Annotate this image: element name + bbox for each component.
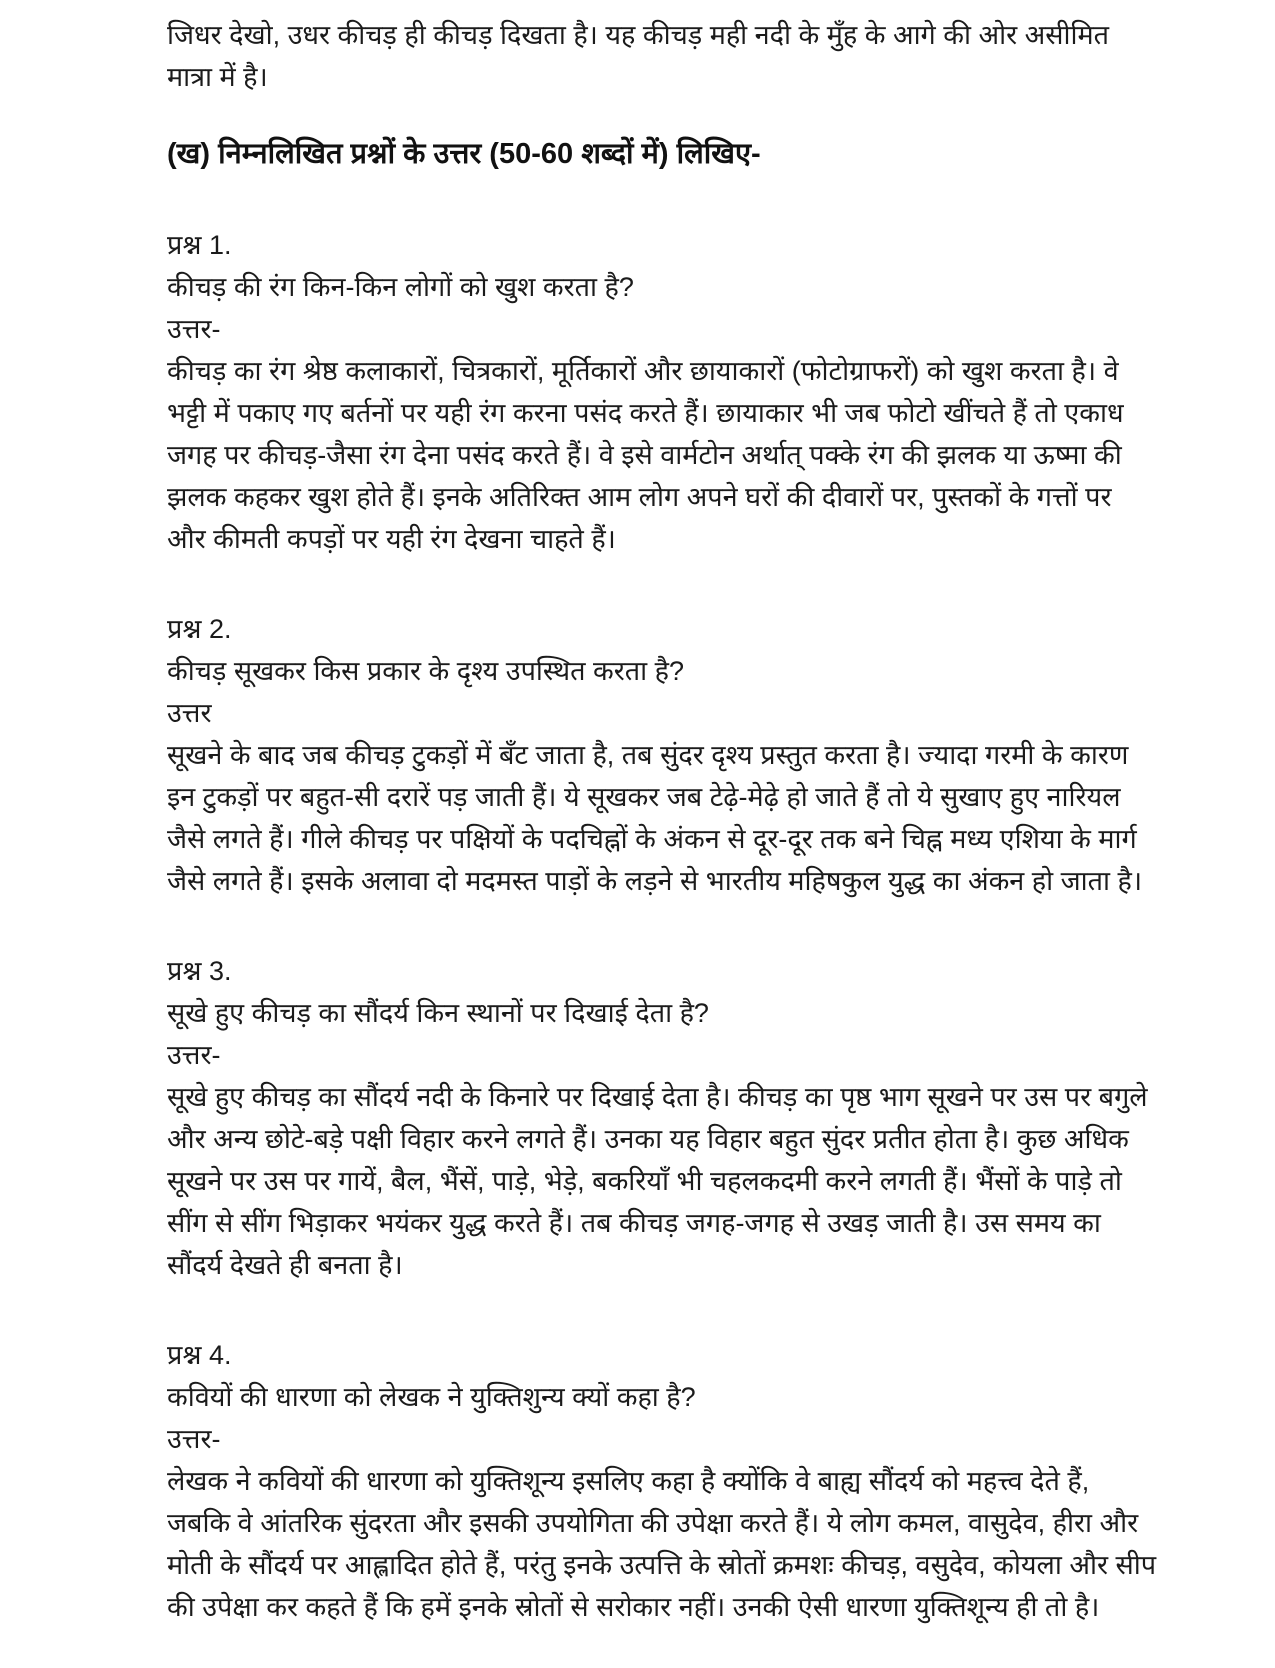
- qa-block-4: [167, 1334, 1157, 1628]
- question-text: कीचड़ की रंग किन-किन लोगों को खुश करता है?: [167, 272, 634, 302]
- qa-block-3: [167, 950, 1157, 1286]
- question-text: कवियों की धारणा को लेखक ने युक्तिशुन्य क्यों कहा है?: [167, 1382, 696, 1412]
- answer-label: उत्तर-: [167, 314, 221, 344]
- question-number: प्रश्न 2.: [167, 614, 232, 644]
- question-number: प्रश्न 3.: [167, 956, 232, 986]
- answer-text: लेखक ने कवियों की धारणा को युक्तिशून्य इसलिए कहा है क्योंकि वे बाह्य सौंदर्य को महत्त्व देते हैं, जबकि वे आंतरिक सुंदरता और इसकी उपयोगिता की उपेक्षा करते हैं। ये लोग कमल, वासुदेव, हीरा और मोती के सौंदर्य पर आह्लादित होते हैं, परंतु इनके उत्पत्ति के स्रोतों क्रमशः कीचड़, वसुदेव, कोयला और सीप की उपेक्षा कर कहते हैं कि हमें इनके स्रोतों से सरोकार नहीं। उनकी ऐसी धारणा युक्तिशून्य ही तो है।: [167, 1466, 1157, 1622]
- question-number: प्रश्न 1.: [167, 230, 232, 260]
- intro-paragraph: जिधर देखो, उधर कीचड़ ही कीचड़ दिखता है। यह कीचड़ मही नदी के मुँह के आगे की ओर असीमित मात्रा में है।: [167, 20, 1110, 92]
- answer-text: सूखने के बाद जब कीचड़ टुकड़ों में बँट जाता है, तब सुंदर दृश्य प्रस्तुत करता है। ज्यादा गरमी के कारण इन टुकड़ों पर बहुत-सी दरारें पड़ जाती हैं। ये सूखकर जब टेढ़े-मेढ़े हो जाते हैं तो ये सुखाए हुए नारियल जैसे लगते हैं। गीले कीचड़ पर पक्षियों के पदचिह्नों के अंकन से दूर-दूर तक बने चिह्न मध्य एशिया के मार्ग जैसे लगते हैं। इसके अलावा दो मदमस्त पाड़ों के लड़ने से भारतीय महिषकुल युद्ध का अंकन हो जाता है।: [167, 740, 1143, 896]
- question-text: सूखे हुए कीचड़ का सौंदर्य किन स्थानों पर दिखाई देता है?: [167, 998, 709, 1028]
- qa-block-1: [167, 224, 1157, 560]
- section-heading: (ख) निम्नलिखित प्रश्नों के उत्तर (50-60 शब्दों में) लिखिए-: [167, 138, 761, 170]
- answer-label: उत्तर-: [167, 1040, 221, 1070]
- question-number: प्रश्न 4.: [167, 1340, 232, 1370]
- answer-text: सूखे हुए कीचड़ का सौंदर्य नदी के किनारे पर दिखाई देता है। कीचड़ का पृष्ठ भाग सूखने पर उस पर बगुले और अन्य छोटे-बड़े पक्षी विहार करने लगते हैं। उनका यह विहार बहुत सुंदर प्रतीत होता है। कुछ अधिक सूखने पर उस पर गायें, बैल, भैंसें, पाड़े, भेड़े, बकरियाँ भी चहलकदमी करने लगती हैं। भैंसों के पाड़े तो सींग से सींग भिड़ाकर भयंकर युद्ध करते हैं। तब कीचड़ जगह-जगह से उखड़ जाती है। उस समय का सौंदर्य देखते ही बनता है।: [167, 1082, 1148, 1280]
- qa-block-2: [167, 608, 1157, 902]
- answer-text: कीचड़ का रंग श्रेष्ठ कलाकारों, चित्रकारों, मूर्तिकारों और छायाकारों (फोटोग्राफरों) को खुश करता है। वे भट्टी में पकाए गए बर्तनों पर यही रंग करना पसंद करते हैं। छायाकार भी जब फोटो खींचते हैं तो एकाध जगह पर कीचड़-जैसा रंग देना पसंद करते हैं। वे इसे वार्मटोन अर्थात् पक्के रंग की झलक या ऊष्मा की झलक कहकर खुश होते हैं। इनके अतिरिक्त आम लोग अपने घरों की दीवारों पर, पुस्तकों के गत्तों पर और कीमती कपड़ों पर यही रंग देखना चाहते हैं।: [167, 356, 1124, 554]
- answer-label: उत्तर-: [167, 1424, 221, 1454]
- answer-label: उत्तर: [167, 698, 212, 728]
- question-text: कीचड़ सूखकर किस प्रकार के दृश्य उपस्थित करता है?: [167, 656, 685, 686]
